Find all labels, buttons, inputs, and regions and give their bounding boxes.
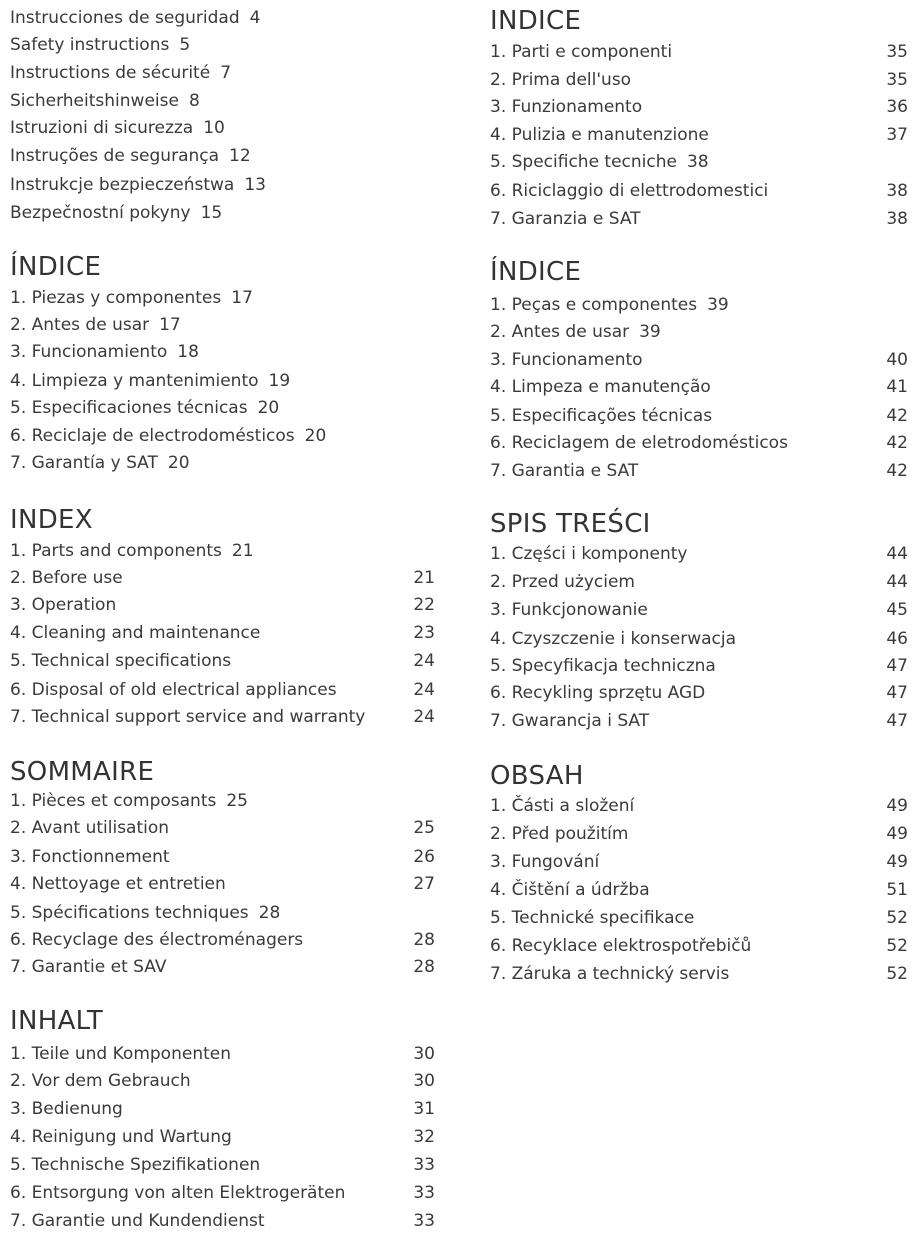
- toc-item-label: 7. Garantía y SAT: [10, 453, 158, 473]
- toc-item[interactable]: [10, 341, 435, 363]
- toc-item-label: 3. Operation: [10, 595, 117, 615]
- toc-item-label: 1. Parts and components: [10, 541, 222, 561]
- toc-item[interactable]: [10, 287, 435, 309]
- toc-item-label: 3. Bedienung: [10, 1099, 123, 1119]
- toc-item-page: 17: [159, 315, 181, 335]
- toc-item-page: 38: [686, 152, 709, 172]
- toc-item-label: 4. Nettoyage et entretien: [10, 874, 226, 894]
- toc-item-label: 6. Reciclaje de electrodomésticos: [10, 426, 295, 446]
- toc-item-label: 6. Recyclage des électroménagers: [10, 930, 304, 950]
- toc-item-page: 33: [413, 1211, 435, 1231]
- toc-item-page: 49: [886, 852, 908, 872]
- toc-item-page: 24: [413, 651, 435, 671]
- toc-item-page: 49: [886, 824, 908, 844]
- toc-item-label: 7. Garantie et SAV: [10, 957, 167, 977]
- safety-item-page: 13: [244, 175, 266, 195]
- toc-item[interactable]: [490, 294, 908, 316]
- safety-item-page: 5: [179, 35, 191, 55]
- toc-item-page: 20: [167, 453, 190, 473]
- safety-item-page: 4: [249, 8, 261, 28]
- toc-item-page: 52: [886, 964, 908, 984]
- toc-item-page: 22: [413, 595, 435, 615]
- toc-item-label: 3. Fungování: [490, 852, 600, 872]
- safety-item-page: 15: [200, 203, 223, 223]
- toc-item-label: 1. Pièces et composants: [10, 791, 217, 811]
- toc-item-label: 4. Cleaning and maintenance: [10, 623, 261, 643]
- safety-item[interactable]: [10, 90, 435, 112]
- toc-item-label: 1. Piezas y componentes: [10, 288, 222, 308]
- toc-item[interactable]: [10, 540, 435, 562]
- safety-item-page: 10: [203, 118, 225, 138]
- safety-item-label: Instruções de segurança: [10, 146, 220, 166]
- toc-item[interactable]: [10, 370, 435, 392]
- toc-item-page: 28: [413, 930, 435, 950]
- toc-item-page: 32: [413, 1127, 435, 1147]
- toc-item-page: 27: [413, 874, 435, 894]
- toc-item-page: 47: [886, 656, 908, 676]
- toc-item-label: 2. Antes de usar: [490, 322, 630, 342]
- toc-item-label: 4. Reinigung und Wartung: [10, 1127, 232, 1147]
- toc-item-page: 37: [886, 125, 908, 145]
- toc-item-page: 41: [886, 377, 908, 397]
- toc-item-label: 2. Prima dell'uso: [490, 70, 632, 90]
- toc-item-label: 1. Teile und Komponenten: [10, 1044, 231, 1064]
- toc-item-label: 5. Spécifications techniques: [10, 903, 249, 923]
- toc-item-label: 6. Recykling sprzętu AGD: [490, 683, 706, 703]
- safety-item-label: Instrucciones de seguridad: [10, 8, 240, 28]
- toc-item[interactable]: [10, 425, 435, 447]
- toc-item-page: 42: [886, 461, 908, 481]
- toc-item-label: 2. Vor dem Gebrauch: [10, 1071, 191, 1091]
- toc-item-page: 47: [886, 683, 908, 703]
- toc-item-page: 23: [413, 623, 435, 643]
- safety-item-label: Safety instructions: [10, 35, 170, 55]
- toc-item-label: 3. Funcionamento: [490, 350, 643, 370]
- toc-item-page: 17: [231, 288, 253, 308]
- toc-item[interactable]: [490, 151, 908, 173]
- toc-item-label: 2. Před použitím: [490, 824, 629, 844]
- toc-item-page: 52: [886, 936, 908, 956]
- section-heading-en: INDEX: [10, 505, 93, 535]
- safety-item-label: Sicherheitshinweise: [10, 91, 179, 111]
- toc-item-page: 33: [413, 1183, 435, 1203]
- toc-item-label: 7. Technical support service and warranty: [10, 707, 366, 727]
- toc-item-label: 2. Przed użyciem: [490, 572, 635, 592]
- toc-item-page: 44: [886, 572, 908, 592]
- safety-item-label: Instrukcje bezpieczeństwa: [10, 175, 235, 195]
- toc-item-page: 52: [886, 908, 908, 928]
- toc-item[interactable]: [10, 902, 435, 924]
- safety-item[interactable]: [10, 117, 435, 139]
- toc-item-label: 3. Funkcjonowanie: [490, 600, 648, 620]
- toc-item-page: 31: [413, 1099, 435, 1119]
- section-heading-it: INDICE: [490, 6, 582, 36]
- toc-item-page: 35: [886, 42, 908, 62]
- toc-item-page: 47: [886, 711, 908, 731]
- toc-item-label: 5. Technische Spezifikationen: [10, 1155, 261, 1175]
- toc-item-label: 7. Garantie und Kundendienst: [10, 1211, 265, 1231]
- toc-item-page: 36: [886, 97, 908, 117]
- toc-item-label: 4. Limpeza e manutenção: [490, 377, 711, 397]
- toc-item-page: 49: [886, 796, 908, 816]
- toc-item-label: 6. Reciclagem de eletrodomésticos: [490, 433, 788, 453]
- toc-item-label: 6. Disposal of old electrical appliances: [10, 680, 337, 700]
- toc-item-page: 44: [886, 544, 908, 564]
- toc-item-label: 2. Antes de usar: [10, 315, 150, 335]
- toc-item[interactable]: [10, 397, 435, 419]
- toc-item-label: 2. Avant utilisation: [10, 818, 170, 838]
- toc-item-page: 26: [413, 847, 435, 867]
- toc-item-page: 35: [886, 70, 908, 90]
- toc-item[interactable]: [490, 321, 908, 343]
- toc-item-label: 2. Before use: [10, 568, 123, 588]
- toc-item-page: 33: [413, 1155, 435, 1175]
- safety-item[interactable]: [10, 34, 435, 56]
- toc-item-page: 19: [268, 371, 291, 391]
- toc-item-page: 24: [413, 707, 435, 727]
- toc-item-page: 24: [413, 680, 435, 700]
- section-heading-fr: SOMMAIRE: [10, 757, 155, 787]
- toc-item-label: 7. Gwarancja i SAT: [490, 711, 650, 731]
- toc-item[interactable]: [10, 314, 435, 336]
- toc-item-label: 7. Garanzia e SAT: [490, 209, 641, 229]
- safety-item-page: 12: [229, 146, 251, 166]
- toc-item[interactable]: [10, 790, 435, 812]
- toc-item-label: 3. Funcionamiento: [10, 342, 168, 362]
- toc-item-label: 5. Especificaciones técnicas: [10, 398, 248, 418]
- safety-item-label: Bezpečnostní pokyny: [10, 203, 191, 223]
- toc-item-page: 25: [226, 791, 248, 811]
- toc-item-label: 5. Specifiche tecniche: [490, 152, 677, 172]
- section-heading-pl: SPIS TREŚCI: [490, 509, 651, 539]
- toc-item-page: 46: [886, 629, 908, 649]
- safety-item-label: Instructions de sécurité: [10, 63, 211, 83]
- toc-item-page: 42: [886, 433, 908, 453]
- toc-item-page: 30: [413, 1071, 435, 1091]
- toc-item-page: 40: [886, 350, 908, 370]
- section-heading-cs: OBSAH: [490, 761, 584, 791]
- toc-item-page: 38: [886, 181, 908, 201]
- toc-item-label: 3. Funzionamento: [490, 97, 643, 117]
- safety-item-label: Istruzioni di sicurezza: [10, 118, 194, 138]
- safety-item-page: 8: [188, 91, 200, 111]
- toc-item-page: 30: [413, 1044, 435, 1064]
- toc-item-page: 20: [257, 398, 280, 418]
- toc-item-label: 4. Limpieza y mantenimiento: [10, 371, 259, 391]
- toc-item-label: 5. Technické specifikace: [490, 908, 695, 928]
- section-heading-es: ÍNDICE: [10, 252, 102, 282]
- toc-item-label: 3. Fonctionnement: [10, 847, 170, 867]
- toc-item-page: 45: [886, 600, 908, 620]
- toc-item-label: 5. Specyfikacja techniczna: [490, 656, 716, 676]
- safety-item[interactable]: [10, 145, 435, 167]
- toc-item-page: 38: [886, 209, 908, 229]
- toc-item-label: 4. Czyszczenie i konserwacja: [490, 629, 737, 649]
- toc-item-label: 6. Entsorgung von alten Elektrogeräten: [10, 1183, 346, 1203]
- toc-item-label: 6. Riciclaggio di elettrodomestici: [490, 181, 769, 201]
- toc-item-label: 4. Pulizia e manutenzione: [490, 125, 709, 145]
- toc-item-label: 6. Recyklace elektrospotřebičů: [490, 936, 752, 956]
- toc-item-label: 1. Části a složení: [490, 796, 635, 816]
- toc-item-page: 39: [707, 295, 729, 315]
- toc-item-label: 7. Záruka a technický servis: [490, 964, 730, 984]
- toc-item-page: 18: [177, 342, 199, 362]
- toc-item[interactable]: [10, 452, 435, 474]
- toc-item-label: 1. Peças e componentes: [490, 295, 698, 315]
- section-heading-pt: ÍNDICE: [490, 257, 582, 287]
- toc-item-page: 21: [413, 568, 435, 588]
- toc-item-page: 28: [413, 957, 435, 977]
- toc-item-label: 1. Parti e componenti: [490, 42, 673, 62]
- toc-item-page: 42: [886, 406, 908, 426]
- toc-item-page: 39: [639, 322, 661, 342]
- toc-item-label: 4. Čištění a údržba: [490, 880, 650, 900]
- toc-item-label: 7. Garantia e SAT: [490, 461, 639, 481]
- safety-item[interactable]: [10, 174, 435, 196]
- toc-item-label: 5. Technical specifications: [10, 651, 232, 671]
- safety-item[interactable]: [10, 202, 435, 224]
- section-heading-de: INHALT: [10, 1006, 104, 1036]
- toc-item-label: 5. Especificações técnicas: [490, 406, 713, 426]
- safety-item-page: 7: [220, 63, 232, 83]
- safety-item[interactable]: [10, 7, 435, 29]
- toc-item-label: 1. Części i komponenty: [490, 544, 688, 564]
- toc-item-page: 20: [304, 426, 327, 446]
- safety-item[interactable]: [10, 62, 435, 84]
- toc-item-page: 28: [258, 903, 281, 923]
- toc-item-page: 51: [886, 880, 908, 900]
- toc-item-page: 25: [413, 818, 435, 838]
- toc-item-page: 21: [231, 541, 254, 561]
